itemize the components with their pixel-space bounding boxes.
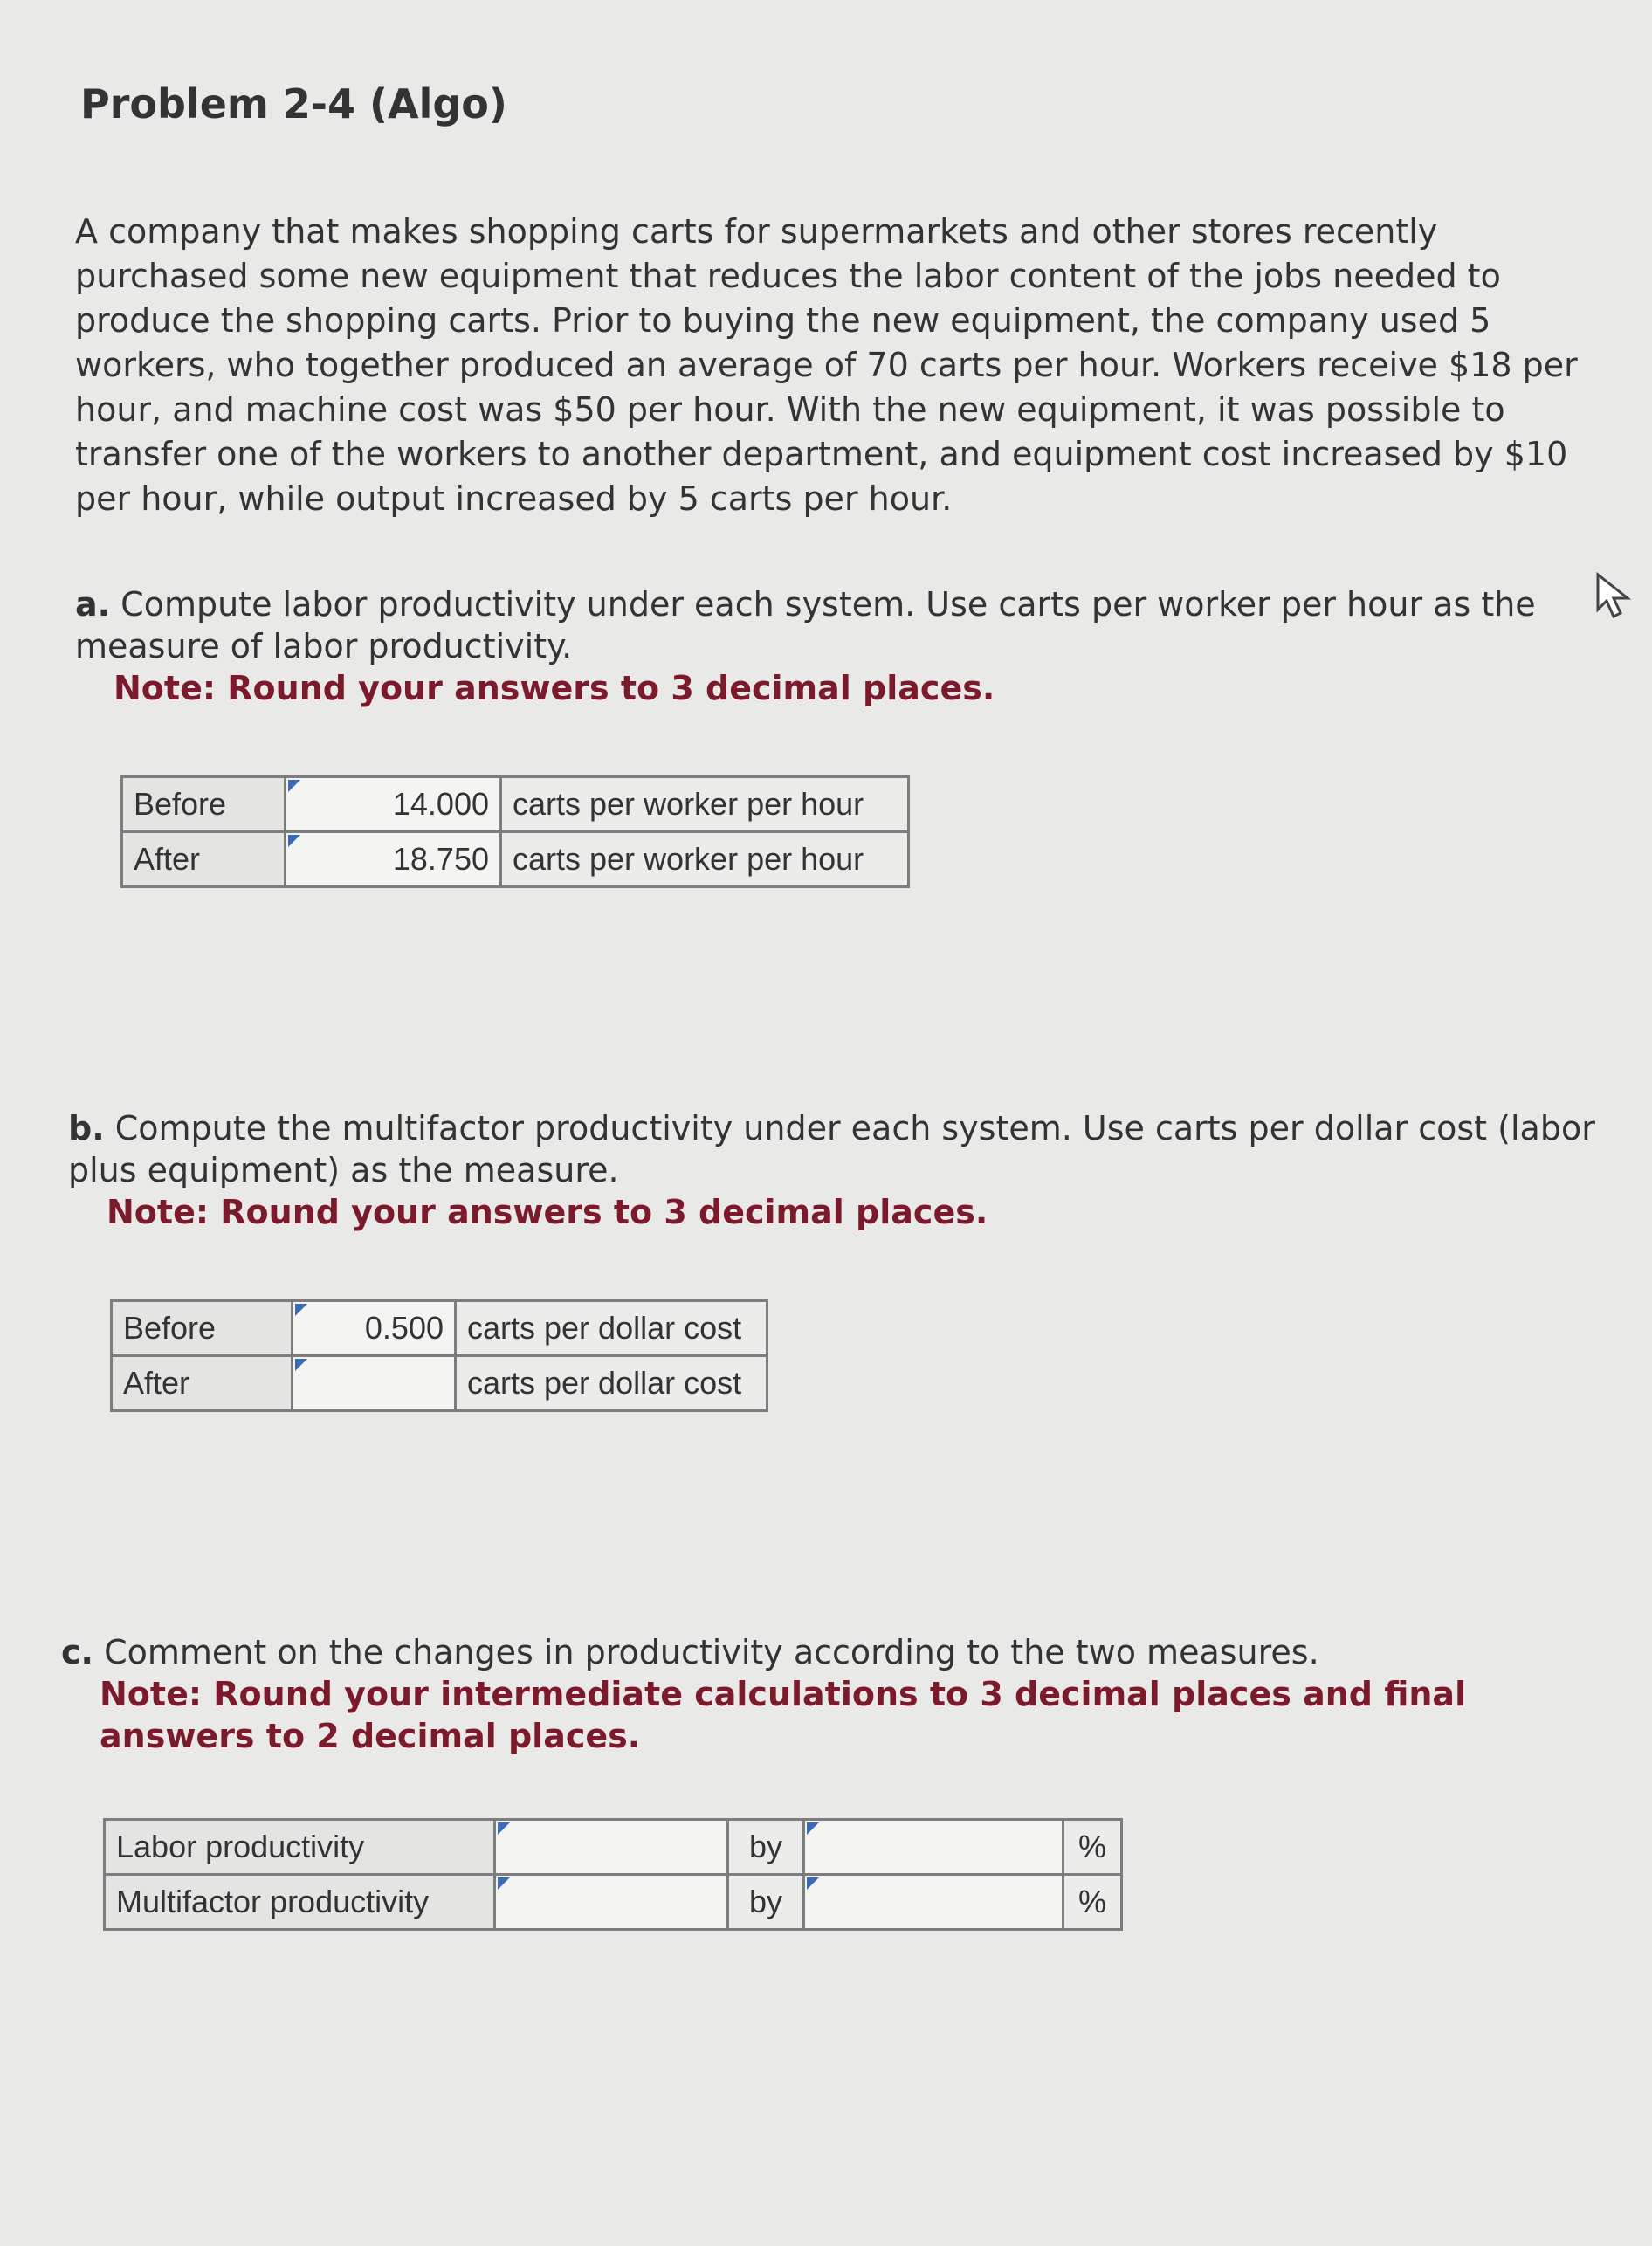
part-a — [75, 583, 1586, 709]
unit-label: carts per worker per hour — [501, 777, 909, 832]
part-a-note: Note: Round your answers to 3 decimal places. — [114, 669, 995, 707]
part-a-label: a. — [75, 585, 111, 624]
percent-sign: % — [1063, 1820, 1122, 1875]
row-label: Multifactor productivity — [105, 1875, 495, 1930]
table-row — [105, 1875, 1122, 1930]
row-label: After — [112, 1356, 293, 1411]
unit-label: carts per worker per hour — [501, 832, 909, 887]
part-b-label: b. — [68, 1109, 105, 1147]
answer-input[interactable] — [293, 1356, 456, 1411]
table-row — [112, 1301, 767, 1356]
unit-label: carts per dollar cost — [456, 1356, 767, 1411]
part-c — [61, 1631, 1615, 1757]
part-b-table — [110, 1299, 768, 1412]
part-c-note: Note: Round your intermediate calculations to 3 decimal places and final answers to 2 decimal places. — [100, 1675, 1467, 1755]
percent-sign: % — [1063, 1875, 1122, 1930]
table-row — [105, 1820, 1122, 1875]
row-label: After — [122, 832, 286, 887]
part-c-question: Comment on the changes in productivity according to the two measures. — [104, 1633, 1319, 1671]
part-b-question: Compute the multifactor productivity under each system. Use carts per dollar cost (labor plus equipment) as the measure. — [68, 1109, 1595, 1189]
row-label: Labor productivity — [105, 1820, 495, 1875]
table-row — [122, 832, 909, 887]
answer-input[interactable] — [495, 1875, 728, 1930]
unit-label: carts per dollar cost — [456, 1301, 767, 1356]
part-b-note: Note: Round your answers to 3 decimal places. — [107, 1193, 988, 1231]
answer-input[interactable]: 0.500 — [293, 1301, 456, 1356]
part-c-label: c. — [61, 1633, 93, 1671]
by-label: by — [728, 1820, 804, 1875]
answer-input[interactable] — [495, 1820, 728, 1875]
mouse-cursor-icon — [1594, 571, 1635, 620]
percent-input[interactable] — [804, 1820, 1063, 1875]
row-label: Before — [122, 777, 286, 832]
percent-input[interactable] — [804, 1875, 1063, 1930]
table-row — [122, 777, 909, 832]
answer-input[interactable]: 18.750 — [286, 832, 501, 887]
problem-statement: A company that makes shopping carts for supermarkets and other stores recently purchased some new equipment that reduces the labor content of the jobs needed to produce the shopping carts. Prior to buying the new equipment, the company used 5 workers, who together produced an average of 70 carts per hour. Workers receive $18 per hour, and machine cost was $50 per hour. With the new equipment, it was possible to transfer one of the workers to another department, and equipment cost increased by $10 per hour, while output increased by 5 carts per hour. — [75, 212, 1578, 518]
part-c-table — [103, 1818, 1123, 1931]
answer-input[interactable]: 14.000 — [286, 777, 501, 832]
table-row — [112, 1356, 767, 1411]
row-label: Before — [112, 1301, 293, 1356]
part-a-table — [120, 775, 910, 888]
part-a-question: Compute labor productivity under each system. Use carts per worker per hour as the measure of labor productivity. — [75, 585, 1536, 665]
by-label: by — [728, 1875, 804, 1930]
part-b — [68, 1107, 1605, 1233]
page-title: Problem 2-4 (Algo) — [80, 80, 507, 127]
